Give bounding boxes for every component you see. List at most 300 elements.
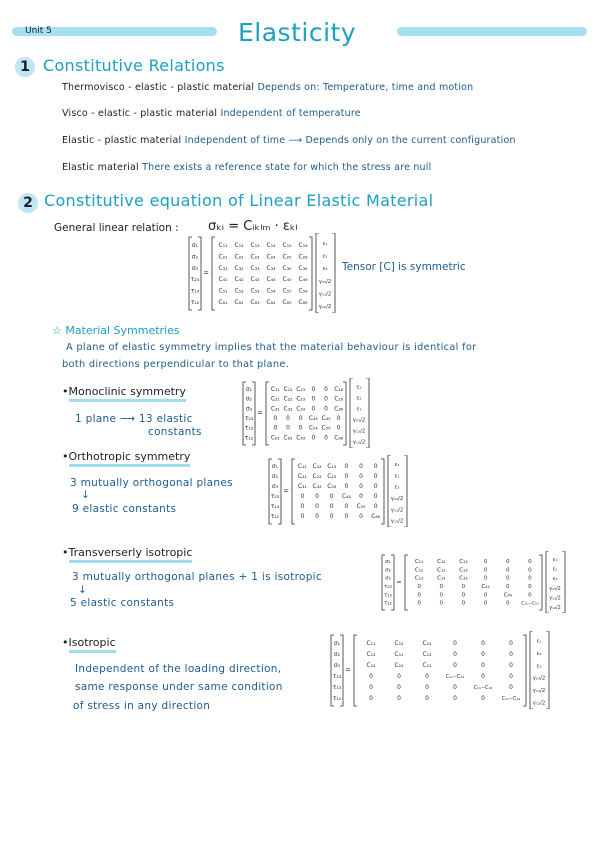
strain-component: ε₃ <box>536 663 542 670</box>
stress-component: σ₃ <box>245 405 253 413</box>
matrix-entry: C₁₂ <box>437 559 446 565</box>
strain-bracket-right <box>332 233 335 313</box>
matrix-entry: C₁₃ <box>459 559 468 565</box>
matrix-entry: 0 <box>528 567 532 574</box>
matrix-bracket-right <box>539 555 542 610</box>
stress-component: τ₂₃ <box>244 414 254 422</box>
matrix-entry: 0 <box>311 434 316 442</box>
matrix-entry: 0 <box>300 503 305 511</box>
monoclinic-name: Monoclinic symmetry <box>69 385 186 402</box>
matrix-bracket-right <box>523 635 526 706</box>
matrix-entry: C₃₄ <box>266 264 276 272</box>
matrix-entry: 0 <box>481 639 485 647</box>
matrix-entry: C₁₃ <box>327 463 337 471</box>
strain-bracket-left <box>388 455 391 527</box>
symmetries-intro-1: A plane of elastic symmetry implies that the material behaviour is identical for <box>66 342 477 353</box>
matrix-entry: C₁₃ <box>296 385 306 393</box>
matrix-entry: 0 <box>359 483 363 491</box>
matrix-entry: C₄₆ <box>298 276 308 284</box>
matrix-entry: 0 <box>286 424 290 432</box>
matrix-entry: 0 <box>461 584 466 590</box>
matrix-bracket-left <box>212 237 215 310</box>
stress-component: σ₁ <box>385 559 391 565</box>
stress-component: τ₂₃ <box>384 584 392 590</box>
matrix-entry: C₃₁ <box>270 405 280 413</box>
strain-bracket-right <box>546 631 549 709</box>
matrix-bracket-right <box>309 237 312 310</box>
matrix-entry: C₄₄ <box>266 276 276 284</box>
matrix-entry: C₁₆ <box>298 242 308 250</box>
strain-bracket-right <box>562 551 565 613</box>
matrix-entry: C₃₁ <box>297 483 307 491</box>
matrix-entry: C₄₄ <box>341 493 351 501</box>
symmetries-intro-2: both directions perpendicular to that plane. <box>62 359 290 370</box>
stress-component: σ₂ <box>333 650 341 658</box>
matrix-entry: C₁₅ <box>282 242 292 250</box>
equals-sign: = <box>257 409 263 417</box>
stress-component: σ₂ <box>271 473 279 481</box>
matrix-entry: 0 <box>344 473 349 481</box>
transverse-desc-3: 5 elastic constants <box>70 597 175 609</box>
matrix-entry: 0 <box>273 414 278 422</box>
isotropic-desc-2: same response under same condition <box>75 681 283 693</box>
strain-component: ε₂ <box>394 473 400 480</box>
matrix-entry: 0 <box>483 575 488 582</box>
strain-component: γ₁₂/2 <box>532 700 546 707</box>
strain-component: γ₁₂/2 <box>549 605 561 612</box>
matrix-entry: 0 <box>373 483 378 491</box>
matrix-entry: 0 <box>397 672 401 680</box>
stress-component: σ₁ <box>191 242 199 250</box>
stress-component: τ₁₂ <box>332 694 342 702</box>
strain-component: ε₃ <box>394 484 400 491</box>
strain-component: γ₁₃/2 <box>549 595 561 602</box>
matrix-entry: C₂₄ <box>266 253 276 261</box>
matrix-entry: 0 <box>425 694 429 702</box>
monoclinic-desc-2: constants <box>148 426 202 438</box>
stress-component: τ₂₃ <box>190 276 200 284</box>
matrix-entry: C₁₁ <box>414 559 424 565</box>
matrix-entry: C₆₆ <box>371 513 381 521</box>
matrix-entry: 0 <box>528 559 532 565</box>
relation-label: Thermovisco - elastic - plastic material <box>62 82 255 93</box>
strain-component: γ₂₃/2 <box>532 675 546 682</box>
matrix-entry: C₁₁ <box>437 567 446 574</box>
matrix-entry: 0 <box>315 493 319 501</box>
equals-sign: = <box>283 487 289 495</box>
matrix-entry: C₅₅ <box>356 503 366 511</box>
strain-component: ε₂ <box>356 395 362 402</box>
strain-component: ε₃ <box>356 406 362 413</box>
matrix-entry: 0 <box>483 592 488 599</box>
matrix-entry: 0 <box>505 584 510 590</box>
strain-component: γ₁₃/2 <box>352 428 366 435</box>
matrix-entry: 0 <box>311 385 316 393</box>
matrix-entry: C₆₃ <box>296 434 306 442</box>
relation-row-4 <box>62 162 431 173</box>
stress-component: σ₁ <box>333 639 341 647</box>
matrix-entry: 0 <box>453 694 457 702</box>
stress-component: τ₂₃ <box>332 672 342 680</box>
matrix-entry: C₆₄ <box>266 298 276 306</box>
stress-component: σ₃ <box>385 575 391 582</box>
relation-value: There exists a reference state for which the stress are null <box>142 162 432 173</box>
matrix-entry: 0 <box>453 650 457 658</box>
strain-bracket-left <box>546 551 549 613</box>
matrix-entry: C₅₃ <box>250 287 260 295</box>
matrix-entry: 0 <box>344 463 349 471</box>
matrix-entry: C₂₅ <box>282 253 292 261</box>
matrix-entry: C₁₁−C₁₂ <box>521 601 539 607</box>
orthotropic-matrix <box>268 455 408 527</box>
matrix-entry: C₁₃ <box>250 242 260 250</box>
matrix-entry: 0 <box>528 575 532 582</box>
matrix-entry: 0 <box>329 503 334 511</box>
stress-component: σ₂ <box>191 253 199 261</box>
matrix-entry: C₃₃ <box>250 264 260 272</box>
matrix-entry: 0 <box>298 414 303 422</box>
stress-component: τ₁₂ <box>384 600 392 607</box>
matrix-entry: 0 <box>315 513 319 521</box>
stress-component: σ₁ <box>245 385 253 393</box>
matrix-entry: 0 <box>528 592 532 599</box>
matrix-entry: C₁₃ <box>414 575 424 582</box>
matrix-entry: 0 <box>369 694 373 702</box>
matrix-bracket-left <box>266 382 269 445</box>
matrix-entry: C₁₂ <box>283 385 293 393</box>
matrix-entry: C₁₁−C₁₂ <box>445 673 465 680</box>
stress-component: τ₁₃ <box>384 592 392 599</box>
matrix-entry: 0 <box>329 513 334 521</box>
matrix-entry: C₃₁ <box>218 264 228 272</box>
transverse-arrow: ↓ <box>78 584 88 596</box>
matrix-entry: 0 <box>505 567 510 574</box>
matrix-entry: 0 <box>336 414 341 422</box>
general-stiffness-matrix <box>188 233 336 313</box>
matrix-entry: 0 <box>369 672 373 680</box>
isotropic-title: •Isotropic <box>62 636 116 649</box>
matrix-entry: C₆₃ <box>250 298 260 306</box>
matrix-entry: 0 <box>509 661 513 669</box>
strain-bracket-left <box>530 631 533 709</box>
matrix-entry: C₁₃ <box>459 567 468 574</box>
matrix-bracket-left <box>405 555 408 610</box>
matrix-entry: 0 <box>505 600 510 607</box>
strain-bracket-left <box>350 378 353 448</box>
matrix-entry: C₃₆ <box>298 264 308 272</box>
matrix-entry: C₁₁−C₁₂ <box>473 684 493 691</box>
stress-component: τ₁₃ <box>270 503 280 511</box>
matrix-entry: 0 <box>359 463 363 471</box>
section-1-title: Constitutive Relations <box>43 56 225 75</box>
matrix-entry: 0 <box>397 694 401 702</box>
matrix-entry: C₁₂ <box>366 650 376 658</box>
stress-component: σ₂ <box>385 567 391 574</box>
matrix-entry: 0 <box>439 600 444 607</box>
matrix-entry: C₄₄ <box>481 584 490 590</box>
matrix-entry: C₅₆ <box>298 287 308 295</box>
tensor-symmetric-note: Tensor [C] is symmetric <box>342 261 466 273</box>
matrix-entry: C₅₄ <box>308 424 318 432</box>
strain-component: ε₁ <box>394 461 400 468</box>
isotropic-matrix <box>330 631 550 709</box>
matrix-bracket-left <box>292 459 295 524</box>
matrix-entry: C₆₆ <box>298 298 308 306</box>
matrix-entry: 0 <box>505 575 510 582</box>
matrix-entry: C₁₁ <box>422 661 432 669</box>
matrix-entry: C₂₃ <box>296 395 306 403</box>
matrix-entry: 0 <box>483 600 488 607</box>
strain-component: ε₁ <box>552 556 558 563</box>
matrix-entry: C₄₅ <box>282 276 292 284</box>
section-2-title: Constitutive equation of Linear Elastic Material <box>44 191 434 210</box>
strain-component: ε₁ <box>356 384 362 391</box>
stress-component: τ₁₃ <box>244 424 254 432</box>
matrix-entry: 0 <box>417 600 421 607</box>
header-bar-right <box>397 27 587 36</box>
strain-bracket-left <box>316 233 319 313</box>
matrix-entry: 0 <box>425 672 429 680</box>
relation-value: Independent of time ⟶ Depends only on the current configuration <box>184 135 516 146</box>
matrix-entry: 0 <box>311 395 316 403</box>
matrix-entry: 0 <box>336 424 341 432</box>
stress-component: σ₃ <box>333 661 341 669</box>
strain-component: γ₂₃/2 <box>390 495 404 502</box>
matrix-entry: 0 <box>369 683 373 691</box>
matrix-entry: 0 <box>483 567 488 574</box>
matrix-entry: C₂₃ <box>327 473 337 481</box>
matrix-entry: 0 <box>461 592 466 599</box>
strain-component: ε₂ <box>552 566 558 573</box>
matrix-entry: 0 <box>311 405 316 413</box>
matrix-entry: 0 <box>509 639 513 647</box>
matrix-entry: 0 <box>300 513 305 521</box>
matrix-entry: C₅₄ <box>266 287 276 295</box>
matrix-entry: 0 <box>373 493 378 501</box>
matrix-entry: C₁₂ <box>422 639 432 647</box>
matrix-entry: 0 <box>344 503 349 511</box>
matrix-entry: C₂₁ <box>270 395 280 403</box>
matrix-entry: 0 <box>505 559 510 565</box>
matrix-entry: C₁₂ <box>366 661 376 669</box>
matrix-entry: C₂₁ <box>218 253 228 261</box>
matrix-entry: C₄₅ <box>321 414 331 422</box>
matrix-entry: C₂₃ <box>250 253 260 261</box>
strain-component: γ₁₃/2 <box>390 507 404 514</box>
matrix-entry: 0 <box>481 661 485 669</box>
matrix-entry: C₂₆ <box>298 253 308 261</box>
matrix-entry: C₁₁ <box>366 639 376 647</box>
matrix-entry: C₅₁ <box>218 287 228 295</box>
matrix-entry: C₁₂ <box>312 463 322 471</box>
material-symmetries-title: ☆ Material Symmetries <box>52 324 180 337</box>
matrix-entry: C₃₂ <box>312 483 322 491</box>
stress-component: σ₂ <box>245 395 253 403</box>
matrix-entry: 0 <box>373 473 378 481</box>
matrix-entry: 0 <box>373 463 378 471</box>
matrix-entry: C₃₂ <box>234 264 244 272</box>
matrix-entry: 0 <box>417 592 421 599</box>
matrix-entry: C₄₄ <box>503 592 512 599</box>
strain-component: γ₁₃/2 <box>318 291 332 298</box>
matrix-entry: 0 <box>273 424 278 432</box>
equals-sign: = <box>345 666 351 674</box>
matrix-entry: 0 <box>344 513 349 521</box>
stress-component: τ₁₂ <box>190 298 200 306</box>
stress-component: τ₁₃ <box>332 683 342 691</box>
transverse-name: Transverserly isotropic <box>69 546 193 563</box>
matrix-bracket-right <box>343 382 346 445</box>
matrix-entry: 0 <box>300 493 305 501</box>
matrix-entry: 0 <box>315 503 319 511</box>
strain-component: ε₂ <box>536 650 542 657</box>
relation-row-3 <box>62 135 516 146</box>
relation-label: Elastic material <box>62 162 139 173</box>
matrix-entry: C₂₂ <box>312 473 322 481</box>
orthotropic-desc-3: 9 elastic constants <box>72 503 177 515</box>
matrix-entry: 0 <box>359 513 363 521</box>
transverse-matrix <box>381 551 566 613</box>
strain-component: γ₁₂/2 <box>390 518 404 525</box>
relation-label: Visco - elastic - plastic material <box>62 108 218 119</box>
matrix-entry: C₃₃ <box>327 483 337 491</box>
orthotropic-name: Orthotropic symmetry <box>69 450 191 467</box>
strain-component: γ₁₂/2 <box>352 439 366 446</box>
matrix-entry: C₂₁ <box>297 473 307 481</box>
matrix-entry: 0 <box>359 493 363 501</box>
matrix-entry: C₁₂ <box>422 650 432 658</box>
matrix-entry: C₄₂ <box>234 276 244 284</box>
matrix-entry: C₃₅ <box>282 264 292 272</box>
matrix-entry: 0 <box>397 683 401 691</box>
matrix-entry: 0 <box>483 559 488 565</box>
matrix-entry: 0 <box>453 683 457 691</box>
matrix-entry: C₂₆ <box>334 395 344 403</box>
matrix-entry: C₁₂ <box>394 639 404 647</box>
matrix-entry: C₆₆ <box>334 434 344 442</box>
stress-component: σ₃ <box>271 483 279 491</box>
matrix-entry: C₁₂ <box>394 661 404 669</box>
matrix-entry: C₅₅ <box>321 424 331 432</box>
stress-component: σ₁ <box>271 463 279 471</box>
general-relation-label: General linear relation : <box>54 222 179 234</box>
matrix-bracket-right <box>381 459 384 524</box>
matrix-entry: 0 <box>286 414 290 422</box>
section-1-number: 1 <box>15 57 35 77</box>
matrix-entry: C₁₂ <box>234 242 244 250</box>
stress-component: σ₃ <box>191 264 199 272</box>
matrix-entry: C₁₆ <box>334 385 344 393</box>
matrix-entry: 0 <box>417 584 421 590</box>
stress-component: τ₂₃ <box>270 493 280 501</box>
matrix-bracket-left <box>354 635 357 706</box>
strain-component: γ₂₃/2 <box>549 585 561 592</box>
general-relation-equation: σₖᵢ = Cᵢₖₗₘ · εₖₗ <box>208 219 298 234</box>
matrix-entry: C₁₁ <box>218 242 228 250</box>
matrix-entry: 0 <box>373 503 378 511</box>
orthotropic-desc-1: 3 mutually orthogonal planes <box>70 477 233 489</box>
strain-component: ε₃ <box>322 266 328 273</box>
stress-component: τ₁₃ <box>190 287 200 295</box>
strain-bracket-right <box>404 455 407 527</box>
matrix-entry: 0 <box>298 424 303 432</box>
strain-component: ε₂ <box>322 253 328 260</box>
strain-component: γ₁₂/2 <box>318 304 332 311</box>
strain-component: ε₃ <box>552 576 558 583</box>
matrix-entry: 0 <box>461 600 466 607</box>
matrix-entry: C₂₂ <box>283 395 293 403</box>
matrix-entry: C₃₂ <box>283 405 293 413</box>
matrix-entry: 0 <box>453 661 457 669</box>
matrix-entry: 0 <box>439 592 444 599</box>
relation-row-2 <box>62 108 361 119</box>
unit-label: Unit 5 <box>25 26 52 36</box>
matrix-entry: 0 <box>324 405 328 413</box>
monoclinic-matrix <box>242 378 370 448</box>
equals-sign: = <box>203 269 209 277</box>
matrix-entry: C₆₅ <box>282 298 292 306</box>
strain-component: γ₂₃/2 <box>352 417 366 424</box>
matrix-entry: C₄₁ <box>218 276 228 284</box>
stress-component: τ₁₂ <box>244 434 254 442</box>
strain-component: γ₁₃/2 <box>532 687 546 694</box>
isotropic-desc-1: Independent of the loading direction, <box>75 663 282 675</box>
matrix-entry: 0 <box>329 493 334 501</box>
section-2-number: 2 <box>18 193 38 213</box>
matrix-entry: 0 <box>324 385 328 393</box>
matrix-entry: 0 <box>481 694 485 702</box>
relation-row-1 <box>62 82 473 93</box>
matrix-entry: C₁₄ <box>266 242 276 250</box>
matrix-entry: C₁₁ <box>270 385 280 393</box>
matrix-entry: C₃₃ <box>459 575 468 582</box>
matrix-entry: C₂₂ <box>234 253 244 261</box>
matrix-entry: 0 <box>439 584 444 590</box>
matrix-entry: C₄₃ <box>250 276 260 284</box>
matrix-entry: 0 <box>453 639 457 647</box>
matrix-entry: C₁₁−C₁₂ <box>501 695 521 702</box>
strain-component: ε₁ <box>536 638 542 645</box>
matrix-entry: 0 <box>528 584 532 590</box>
matrix-entry: C₅₂ <box>234 287 244 295</box>
transverse-title: •Transverserly isotropic <box>62 546 192 559</box>
matrix-entry: 0 <box>425 683 429 691</box>
matrix-entry: 0 <box>481 672 485 680</box>
matrix-entry: C₆₂ <box>283 434 293 442</box>
matrix-entry: 0 <box>509 683 513 691</box>
isotropic-name: Isotropic <box>69 636 116 653</box>
page-title: Elasticity <box>238 18 357 47</box>
isotropic-desc-3: of stress in any direction <box>73 700 211 712</box>
matrix-entry: 0 <box>509 650 513 658</box>
matrix-entry: C₁₃ <box>437 575 446 582</box>
relation-label: Elastic - plastic material <box>62 135 182 146</box>
matrix-entry: 0 <box>324 434 328 442</box>
monoclinic-desc-1: 1 plane ⟶ 13 elastic <box>75 413 193 425</box>
matrix-entry: C₁₁ <box>297 463 307 471</box>
matrix-entry: C₃₆ <box>334 405 344 413</box>
matrix-entry: C₆₁ <box>270 434 280 442</box>
transverse-desc-1: 3 mutually orthogonal planes + 1 is isotropic <box>72 571 322 583</box>
matrix-entry: C₃₃ <box>296 405 306 413</box>
matrix-entry: 0 <box>481 650 485 658</box>
strain-bracket-right <box>366 378 369 448</box>
matrix-entry: 0 <box>344 483 349 491</box>
matrix-entry: 0 <box>509 672 513 680</box>
matrix-entry: C₅₅ <box>282 287 292 295</box>
relation-value: Independent of temperature <box>220 108 361 119</box>
matrix-entry: C₁₂ <box>414 567 424 574</box>
